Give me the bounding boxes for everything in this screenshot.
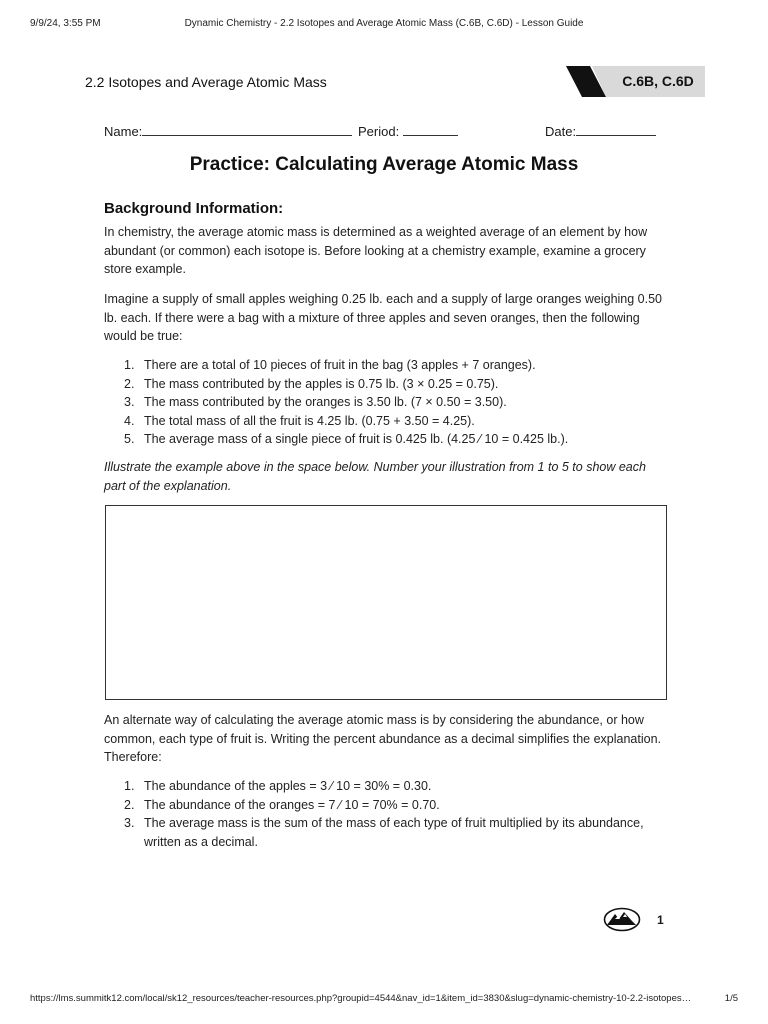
list-number: 5. bbox=[124, 432, 135, 446]
list-text: The abundance of the oranges = 7 ⁄ 10 = 70% = 0.70. bbox=[144, 797, 440, 812]
list-number: 3. bbox=[124, 816, 135, 830]
date-field[interactable] bbox=[545, 123, 656, 139]
date-blank-line[interactable] bbox=[576, 123, 656, 136]
list-text: The mass contributed by the apples is 0.75 lb. (3 × 0.25 = 0.75). bbox=[144, 376, 499, 391]
list-text: The average mass is the sum of the mass of each type of fruit multiplied by its abundance, written as a decimal. bbox=[144, 816, 644, 849]
list-number: 4. bbox=[124, 413, 135, 428]
name-blank-line[interactable] bbox=[142, 123, 352, 136]
period-label: Period: bbox=[358, 124, 400, 139]
abundance-steps-list bbox=[104, 777, 664, 851]
page-url: https://lms.summitk12.com/local/sk12_resources/teacher-resources.php?groupid=4544&nav_id=1&item_id=3830&slug=dynamic-chemistry-10-2.2-isotopes… bbox=[30, 993, 692, 1004]
name-label: Name: bbox=[104, 124, 143, 139]
print-datetime: 9/9/24, 3:55 PM bbox=[30, 18, 101, 29]
alternate-method-paragraph: An alternate way of calculating the average atomic mass is by considering the abundance, or how common, each type of fruit is. Writing the percent abundance as a decimal simplifies the explanation. Therefore: bbox=[104, 713, 662, 764]
list-number: 1. bbox=[124, 358, 135, 372]
page-counter: 1/5 bbox=[724, 993, 738, 1004]
list-text: The mass contributed by the oranges is 3.50 lb. (7 × 0.50 = 3.50). bbox=[144, 395, 507, 409]
name-field[interactable] bbox=[104, 123, 352, 139]
list-item bbox=[104, 356, 664, 375]
list-number: 2. bbox=[124, 797, 135, 812]
background-heading: Background Information: bbox=[104, 200, 284, 217]
list-number: 2. bbox=[124, 376, 135, 391]
print-document-title: Dynamic Chemistry - 2.2 Isotopes and Average Atomic Mass (C.6B, C.6D) - Lesson Guide bbox=[184, 18, 584, 29]
list-item bbox=[104, 393, 664, 412]
list-number: 3. bbox=[124, 395, 135, 409]
list-item bbox=[104, 375, 664, 394]
page-number: 1 bbox=[657, 913, 664, 927]
list-text: The abundance of the apples = 3 ⁄ 10 = 30% = 0.30. bbox=[144, 779, 432, 793]
list-text: The total mass of all the fruit is 4.25 lb. (0.75 + 3.50 = 4.25). bbox=[144, 413, 475, 428]
standards-tab bbox=[566, 66, 705, 97]
list-number: 1. bbox=[124, 779, 135, 793]
date-label: Date: bbox=[545, 124, 577, 139]
illustration-instruction: Illustrate the example above in the space below. Number your illustration from 1 to 5 to show each part of the explanation. bbox=[104, 460, 646, 493]
mountain-logo-icon bbox=[603, 907, 641, 932]
list-text: There are a total of 10 pieces of fruit in the bag (3 apples + 7 oranges). bbox=[144, 358, 536, 372]
fruit-facts-list bbox=[104, 356, 664, 449]
practice-title: Practice: Calculating Average Atomic Mass bbox=[189, 154, 579, 175]
list-item bbox=[104, 796, 664, 815]
period-blank-line[interactable] bbox=[403, 123, 458, 136]
period-field[interactable] bbox=[358, 123, 458, 139]
illustration-drawing-box[interactable] bbox=[105, 505, 667, 700]
section-title: 2.2 Isotopes and Average Atomic Mass bbox=[85, 74, 327, 90]
fruit-example-paragraph: Imagine a supply of small apples weighing 0.25 lb. each and a supply of large oranges weighing 0.50 lb. each. If there were a bag with a mixture of three apples and seven oranges, then the following would be true: bbox=[104, 292, 663, 343]
list-item bbox=[104, 814, 664, 851]
print-header bbox=[30, 18, 738, 32]
list-item bbox=[104, 412, 664, 431]
standards-label: C.6B, C.6D bbox=[622, 73, 694, 89]
list-item bbox=[104, 430, 664, 449]
intro-paragraph: In chemistry, the average atomic mass is determined as a weighted average of an element by how abundant (or common) each isotope is. Before looking at a chemistry example, examine a grocery store example. bbox=[104, 225, 648, 276]
list-text: The average mass of a single piece of fruit is 0.425 lb. (4.25 ⁄ 10 = 0.425 lb.). bbox=[144, 432, 569, 446]
list-item bbox=[104, 777, 664, 796]
